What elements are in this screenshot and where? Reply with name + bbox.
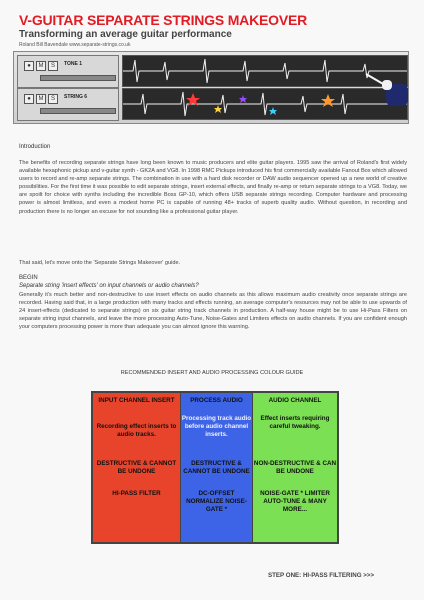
column-effects: HI-PASS FILTER [112, 490, 161, 497]
page-title: V-GUITAR SEPARATE STRINGS MAKEOVER [19, 12, 307, 28]
column-description: Effect inserts requiring careful tweaking. [260, 415, 330, 431]
begin-question: Separate string 'insert effects' on input channels or audio channels? [19, 283, 199, 289]
column-status: DESTRUCTIVE & CANNOT BE UNDONE [96, 460, 177, 476]
colour-guide-title: RECOMMENDED INSERT AND AUDIO PROCESSING COLOUR GUIDE [120, 370, 304, 376]
track-volume-slider [40, 108, 116, 114]
column-header: PROCESS AUDIO [190, 397, 243, 404]
column-effects: DC-OFFSET NORMALIZE NOISE-GATE * [186, 490, 247, 514]
intro-heading: Introduction [19, 144, 51, 150]
column-status: DESTRUCTIVE & CANNOT BE UNDONE [183, 460, 250, 476]
daw-banner-image [13, 51, 409, 124]
page-subtitle: Transforming an average guitar performance [19, 29, 232, 40]
begin-heading: BEGIN [19, 275, 38, 281]
solo-button: S [48, 61, 58, 71]
track-name-1: TONE 1 [64, 61, 82, 67]
column-header: AUDIO CHANNEL [268, 397, 322, 404]
track-volume-slider [40, 75, 116, 81]
begin-paragraph: Generally it's much better and non-destructive to use insert effects on audio channels as this allows maximum audio creativity once separate strings are recorded. Having said that, in a large production with many tracks and effects running, an average computer's resources may not be able to use upwards of 24 insert-effects (dedicated to separate strings) on six guitar string track channels in production. A half-way house might be to use Hi-Pass Filters on separate string input channels, and leave the more processing Auto-Tune, Noise-Gates and Limiters effects on audio channels. If you are confident enough your computers processing power is more than adequate you can almost ignore this warning. [19, 292, 407, 331]
track-header-2 [17, 88, 119, 121]
conductor-hand-icon [364, 58, 408, 118]
next-step-link[interactable]: STEP ONE: HI-PASS FILTERING >>> [268, 572, 375, 579]
column-description: Recording effect inserts to audio tracks. [96, 423, 177, 439]
process-audio-column [181, 393, 253, 542]
author-byline: Roland Bill Bavendale www.separate-strings.co.uk [19, 42, 131, 48]
mute-button: M [36, 61, 46, 71]
column-description: Processing track audio before audio channel inserts. [181, 415, 252, 439]
audio-channel-column [253, 393, 337, 542]
column-status: NON-DESTRUCTIVE & CAN BE UNDONE [253, 460, 337, 476]
column-effects: NOISE-GATE * LIMITER AUTO-TUNE & MANY MORE... [260, 490, 330, 514]
column-header: INPUT CHANNEL INSERT [98, 397, 175, 404]
intro-paragraph: The benefits of recording separate strings have long been known to music producers and elite guitar players. 1995 saw the arrival of Roland's first widely available hexaphonic pickup and v-guitar synth - GK2A and VG8. In 1998 RMC Pickups introduced his first commercially available Fanout Box which allowed users to record and re-amp separate strings. The combination in use with a hard disk recorder or DAW audio sequencer opened up a new world of creative possibilities. For the first time it was possible to edit separate strings, insert external effects, and finally re-amp or return separate strings to a VG8. Today, we are spoilt for choice with synths including the incredible Boss GP-10, which offers USB separate strings recording. Computer hardware and processing power is almost limitless, and even a modest home PC is capable of running 48+ tracks of superb quality audio. Without question, in recording and production there is no longer an excuse for not sounding like a professional guitar player. [19, 160, 407, 215]
intro-paragraph-2: That said, let's move onto the 'Separate Strings Makeover' guide. [19, 260, 181, 266]
colour-guide-table [91, 391, 339, 544]
record-icon: ● [24, 94, 34, 104]
record-icon: ● [24, 61, 34, 71]
track-header-1 [17, 55, 119, 88]
mute-button: M [36, 94, 46, 104]
solo-button: S [48, 94, 58, 104]
track-name-2: STRING 6 [64, 94, 88, 100]
input-channel-column [93, 393, 181, 542]
